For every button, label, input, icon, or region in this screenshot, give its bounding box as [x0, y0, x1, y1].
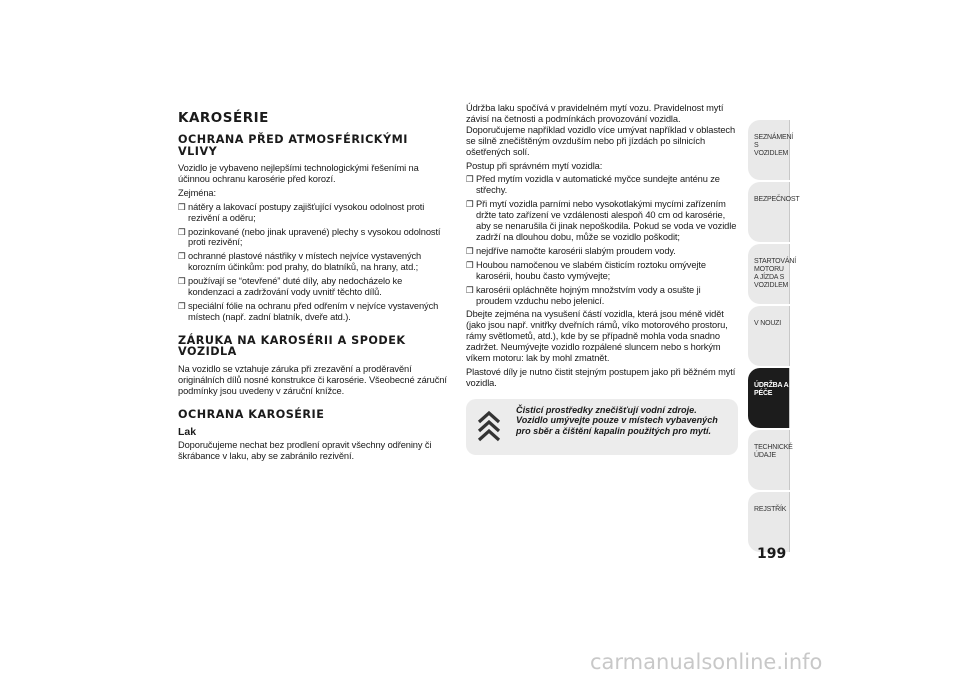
bullet-icon: ❒	[466, 259, 474, 270]
bullet-icon: ❒	[178, 201, 186, 212]
list-item: ❒ používají se “otevřené” duté díly, aby nedocházelo ke kondenzaci a zadržování vody uvnitř těchto dílů.	[178, 276, 403, 298]
right-column	[466, 103, 738, 455]
section-heading-warranty: ZÁRUKA NA KAROSÉRII A SPODEK VOZIDLA	[178, 333, 406, 359]
page-title: KAROSÉRIE	[178, 110, 269, 126]
maintenance-paragraph: Údržba laku spočívá v pravidelném mytí vozu. Pravidelnost mytí závisí na četnosti a podmínkách provozování vozidla. Doporučujeme například vozidlo více umývat například v oblastech se silně znečištěným ovzduším nebo při jízdách po silnicích ošetřených solí.	[466, 103, 736, 157]
watermark: carmanualsonline.info	[590, 650, 823, 674]
left-column	[178, 110, 450, 465]
subheading-paint: Lak	[178, 426, 197, 438]
list-item: ❒ nejdříve namočte karosérii slabým proudem vody.	[466, 245, 676, 256]
note-text: Čisticí prostředky znečišťují vodní zdroje. Vozidlo umývejte pouze v místech vybavených pro sběr a čištění kapalin použitých pro mytí.	[516, 404, 718, 436]
tab-rejstrik[interactable]: REJSTŘÍK	[748, 492, 790, 552]
list-item: ❒ Při mytí vozidla parními nebo vysokotlakými mycími zařízením držte tato zařízení ve vzdálenosti alespoň 40 cm od karosérie, aby se nenarušila či jinak nepoškodila. Pokud se voda ve vozidle zadrží na dlouhou dobu, může se vozidlo poškodit;	[466, 199, 737, 242]
procedure-lead: Postup při správném mytí vozidla:	[466, 160, 603, 171]
bullet-icon: ❒	[178, 276, 186, 287]
bullet-icon: ❒	[466, 199, 474, 210]
list-item: ❒ karosérii opláchněte hojným množstvím vody a osušte ji proudem vzduchu nebo jelenicí.	[466, 284, 701, 306]
list-item: ❒ speciální fólie na ochranu před odřením v nejvíce vystavených místech (např. zadní blatník, dveře atd.).	[178, 300, 439, 322]
bullet-icon: ❒	[466, 245, 474, 256]
tab-bezpecnost[interactable]: BEZPEČNOST	[748, 182, 790, 242]
intro-paragraph: Vozidlo je vybaveno nejlepšími technologickými řešeními na účinnou ochranu karosérie před korozí.	[178, 163, 419, 184]
page-number: 199	[757, 546, 787, 562]
environment-note	[466, 399, 738, 455]
list-item: ❒ nátěry a lakovací postupy zajišťující vysokou odolnost proti rezivění a oděru;	[178, 201, 425, 223]
tab-udrzba[interactable]: ÚDRŽBA A PÉČE	[748, 368, 790, 428]
drying-paragraph: Dbejte zejména na vysušení částí vozidla, která jsou méně vidět (jako jsou např. vnitřky dveřních rámů, víko motorového prostoru, rámy světlometů, atd.), kde by se případně mohla voda snadno zadržet. Neumývejte vozidlo rozpálené sluncem nebo s horkým víkem motoru: lak by mohl zmatnět.	[466, 309, 728, 364]
tab-startovani[interactable]: STARTOVÁNÍ MOTORU A JÍZDA S VOZIDLEM	[748, 244, 790, 304]
bullet-icon: ❒	[466, 284, 474, 295]
list-item: ❒ pozinkované (nebo jinak upravené) plechy s vysokou odolností proti rezivění;	[178, 226, 441, 248]
bullet-icon: ❒	[178, 251, 186, 262]
list-item: ❒ Houbou namočenou ve slabém čisticím roztoku omývejte karosérii, houbu často vymývejte;	[466, 259, 706, 281]
section-heading-protection: OCHRANA KAROSÉRIE	[178, 407, 325, 421]
tab-technicke-udaje[interactable]: TECHNICKÉ ÚDAJE	[748, 430, 790, 490]
bullet-icon: ❒	[178, 300, 186, 311]
chevron-up-icon	[476, 409, 502, 445]
tab-v-nouzi[interactable]: V NOUZI	[748, 306, 790, 366]
list-item: ❒ Před mytím vozidla v automatické myčce sundejte anténu ze střechy.	[466, 174, 720, 196]
plastic-paragraph: Plastové díly je nutno čistit stejným postupem jako při běžném mytí vozidla.	[466, 366, 736, 388]
tab-seznameni[interactable]: SEZNÁMENÍ S VOZIDLEM	[748, 120, 790, 180]
warranty-paragraph: Na vozidlo se vztahuje záruka při zrezavění a proděravění originálních dílů nosné konstrukce či karosérie. Všeobecné záruční podmínky jsou uvedeny v záruční knížce.	[178, 363, 447, 396]
bullet-icon: ❒	[466, 174, 474, 185]
paint-paragraph: Doporučujeme nechat bez prodlení opravit všechny odřeniny či škrábance v laku, aby se zabránilo rezivění.	[178, 440, 432, 461]
section-heading-atmospheric: OCHRANA PŘED ATMOSFÉRICKÝMI VLIVY	[178, 133, 408, 158]
bullet-icon: ❒	[178, 226, 186, 237]
list-item: ❒ ochranné plastové nástřiky v místech nejvíce vystavených korozním účinkům: pod prahy, do blatníků, na hrany, atd.;	[178, 251, 422, 273]
lead-paragraph: Zejména:	[178, 187, 216, 198]
